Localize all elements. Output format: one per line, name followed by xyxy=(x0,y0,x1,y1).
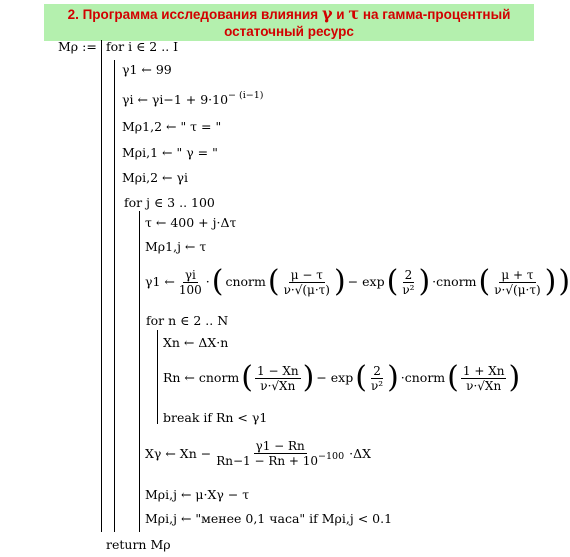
gamma1-frac-1 xyxy=(282,268,332,297)
xgamma-formula-line[interactable] xyxy=(145,434,371,474)
break-line[interactable]: break if Rn < γ1 xyxy=(163,410,268,425)
header-gamma-symbol: γ xyxy=(321,4,333,23)
header-text-after: на гамма-процентный xyxy=(362,7,511,22)
for-j-body-bar xyxy=(139,211,140,532)
xgamma-num: γ1 − Rn xyxy=(255,438,305,453)
gamma1-f3-num: μ + τ xyxy=(501,267,534,282)
program-block-bar xyxy=(101,40,102,532)
gammai-line[interactable] xyxy=(122,90,264,109)
gamma1-frac-2 xyxy=(400,268,416,297)
xgamma-den-base: Rn−1 − Rn + 10 xyxy=(216,453,319,468)
mij-string-line[interactable]: Mρi,j ← "менее 0,1 часа" if Mρi,j < 0.1 xyxy=(145,511,393,526)
rn-f3-num: 1 + Xn xyxy=(462,363,505,378)
xgamma-lhs: Xγ ← Xn − xyxy=(145,446,212,461)
gamma1-f1-den: ν·√(μ·τ) xyxy=(283,282,330,297)
gamma1-formula-line[interactable]: γ1 ← $\frac{\gamma i}{100}$ · ( cnorm ( $\frac{\mu - \tau}{\nu\cdot√(\mu\cdot\tau)}$ ) − exp ( $\frac{2}{\text{ν²}}$ ) ·cnorm ( $\frac{\mu + \tau}{\nu\cdot√(\mu\cdot\tau)}$ ) ) xyxy=(145,264,570,299)
gamma1-f2-num: 2 xyxy=(404,267,413,282)
for-n-line[interactable]: for n ∈ 2 .. N xyxy=(146,313,229,328)
gamma1-frac-den: 100 xyxy=(178,282,202,297)
for-j-line[interactable]: for j ∈ 3 .. 100 xyxy=(124,195,215,210)
gamma1-init-line[interactable]: γ1 ← 99 xyxy=(122,62,172,77)
gammai-expr: γi ← γi−1 + 9·10 xyxy=(122,92,229,107)
rn-f3-den: ν·√Xn xyxy=(466,378,502,393)
for-n-body-bar xyxy=(157,330,158,424)
gamma1-frac-3 xyxy=(492,268,542,297)
gamma1-cnorm-1: cnorm xyxy=(225,274,266,289)
rn-frac-3 xyxy=(461,364,507,393)
header-tau-symbol: τ xyxy=(348,4,360,23)
gamma1-exp: − exp xyxy=(347,274,385,289)
rn-exp: − exp xyxy=(316,370,354,385)
mi1-line[interactable]: Mρi,1 ← " γ = " xyxy=(122,145,218,160)
for-i-body-bar xyxy=(114,60,115,532)
header-line-2: остаточный ресурс xyxy=(224,24,354,39)
rn-lhs: Rn ← cnorm xyxy=(163,370,240,385)
m1j-line[interactable]: Mρ1,j ← τ xyxy=(145,239,207,254)
gamma1-lhs: γ1 ← xyxy=(145,274,175,289)
rn-formula-line[interactable]: Rn ← cnorm ( $\frac{1 - Xn}{\nu\cdot√Xn}$ ) − exp ( $\frac{2}{\text{ν²}}$ ) ·cnorm ( $\frac{1 + Xn}{\nu\cdot√Xn}$ ) xyxy=(163,360,521,395)
tau-line[interactable]: τ ← 400 + j·Δτ xyxy=(145,215,237,230)
rn-f1-num: 1 − Xn xyxy=(257,363,299,378)
rn-cnorm-2: ·cnorm xyxy=(400,370,446,385)
program-lhs[interactable]: Mρ := xyxy=(58,39,97,54)
xn-line[interactable]: Xn ← ΔX·n xyxy=(163,335,229,350)
gamma1-f2-den: ν² xyxy=(402,282,415,297)
gamma1-frac-num: γi xyxy=(184,267,196,282)
m12-line[interactable]: Mρ1,2 ← " τ = " xyxy=(122,119,222,134)
gamma1-f1-num: μ − τ xyxy=(290,267,323,282)
rn-f2-den: ν² xyxy=(370,378,384,393)
xgamma-tail: ·ΔX xyxy=(349,446,372,461)
mij-line[interactable]: Mρi,j ← μ·Xγ − τ xyxy=(145,487,250,502)
header-and-text: и xyxy=(336,7,345,22)
section-header xyxy=(44,4,534,41)
header-text-before: 2. Программа исследования влияния xyxy=(67,7,319,22)
rn-f1-den: ν·√Xn xyxy=(260,378,296,393)
rn-f2-num: 2 xyxy=(373,363,381,378)
gamma1-f3-den: ν·√(μ·τ) xyxy=(494,282,541,297)
gamma1-fraction xyxy=(177,268,204,297)
header-line-1 xyxy=(68,5,511,23)
rn-frac-1 xyxy=(255,364,301,393)
mi2-line[interactable]: Mρi,2 ← γi xyxy=(122,170,188,185)
xgamma-fraction xyxy=(214,439,346,470)
rn-frac-2 xyxy=(369,364,385,393)
for-i-line[interactable]: for i ∈ 2 .. I xyxy=(106,39,179,54)
gamma1-cnorm-2: ·cnorm xyxy=(432,274,477,289)
xgamma-den-exponent: −100 xyxy=(318,450,345,462)
gammai-exponent: − (i−1) xyxy=(228,90,264,101)
return-line[interactable]: return Mρ xyxy=(106,537,171,552)
xgamma-den xyxy=(214,450,346,470)
